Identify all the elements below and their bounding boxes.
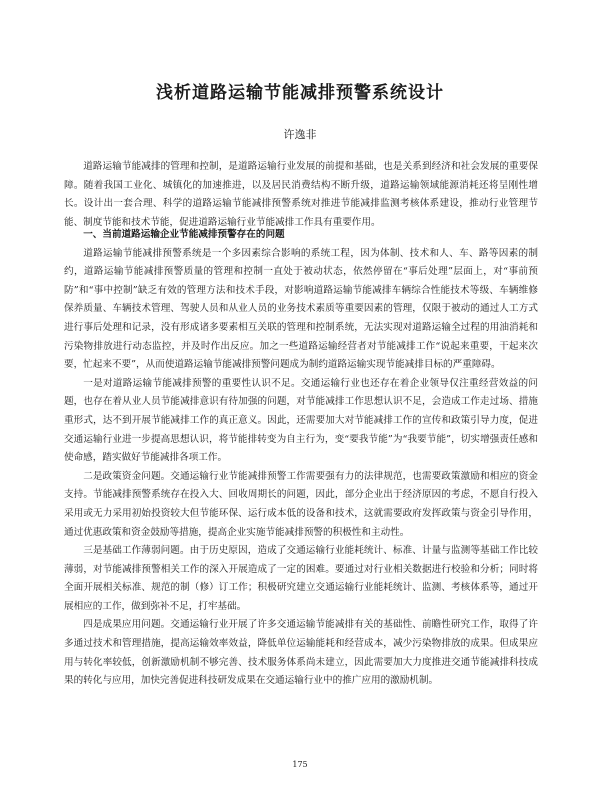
section-heading: 一、当前道路运输企业节能减排预警存在的问题 (83, 229, 285, 240)
body-paragraph-3: 二是政策资金问题。交通运输行业节能减排预警工作需要强有力的法律规范，也需要政策激励和相应的资金支持。节能减排预警系统存在投入大、回收周期长的问题，因此，部分企业出于经济原因的考虑，不愿自行投入采用或无力采用初始投资较大但节能环保、运行成本低的设备和技术，这就需要政府发挥政策与资金引导作用，通过优惠政策和资金鼓励等措施，提高企业实施节能减排预警的积极性和主动性。 (64, 470, 538, 538)
page-number: 175 (292, 760, 308, 769)
body-paragraph-5: 四是成果应用问题。交通运输行业开展了许多交通运输节能减排有关的基础性、前瞻性研究工作，取得了许多通过技术和管理措施，提高运输效率效益，降低单位运输能耗和经营成本，减少污染物排放的成果。但成果应用与转化率较低，创新激励机制不够完善、技术服务体系尚未建立，因此需要加大力度推进交通节能减排科技成果的转化与应用，加快完善促进科技研发成果在交通运输行业中的推广应用的激励机制。 (64, 619, 538, 687)
body-paragraph-1: 道路运输节能减排预警系统是一个多因素综合影响的系统工程，因为体制、技术和人、车、路等因素的制约，道路运输节能减排预警质量的管理和控制一直处于被动状态，依然停留在“事后处理”层面上，对“事前预防”和“事中控制”缺乏有效的管理方法和技术手段，对影响道路运输节能减排车辆综合性能技术等级、车辆维修保养质量、车辆技术管理、驾驶人员和从业人员的业务技术素质等重要因素的管理，仅限于被动的通过人工方式进行事后处理和记录，没有形成诸多要素相互关联的管理和控制系统，无法实现对道路运输全过程的用油消耗和污染物排放进行动态监控，并及时作出反应。加之一些道路运输经营者对节能减排工作“说起来重要，干起来次要，忙起来不要”，从而使道路运输节能减排预警问题成为制约道路运输实现节能减排目标的严重障碍。 (64, 247, 538, 371)
abstract (64, 158, 538, 232)
body-paragraph-2: 一是对道路运输节能减排预警的重要性认识不足。交通运输行业也还存在着企业领导仅注重经营效益的问题，也存在着从业人员节能减排意识有待加强的问题，对节能减排工作思想认识不足，会造成工作走过场、措施重形式，达不到开展节能减排工作的真正意义。因此，还需要加大对节能减排工作的宣传和政策引导力度，促进交通运输行业进一步提高思想认识，将节能排转变为自主行为，变“要我节能”为“我要节能”，切实增强责任感和使命感，踏实做好节能减排各项工作。 (64, 377, 538, 464)
main-text (64, 226, 538, 691)
author-name: 许逸非 (283, 128, 317, 141)
abstract-paragraph: 道路运输节能减排的管理和控制，是道路运输行业发展的前提和基础，也是关系到经济和社会发展的重要保障。随着我国工业化、城镇化的加速推进，以及居民消费结构不断升级，道路运输领域能源消耗还将呈刚性增长。设计出一套合理、科学的道路运输节能减排预警系统对推进节能减排监测考核体系建设，推动行业管理节能、制度节能和技术节能，促进道路运输行业节能减排工作具有重要作用。 (64, 161, 538, 228)
article-title: 浅析道路运输节能减排预警系统设计 (156, 83, 444, 103)
body-paragraph-4: 三是基础工作薄弱问题。由于历史原因，造成了交通运输行业能耗统计、标准、计量与监测等基础工作比较薄弱，对节能减排预警相关工作的深入开展造成了一定的困难。要通过对行业相关数据进行校验和分析；同时将全面开展相关标准、规范的制（修）订工作；积极研究建立交通运输行业能耗统计、监测、考核体系等，通过开展相应的工作，做到弥补不足，打牢基础。 (64, 545, 538, 612)
